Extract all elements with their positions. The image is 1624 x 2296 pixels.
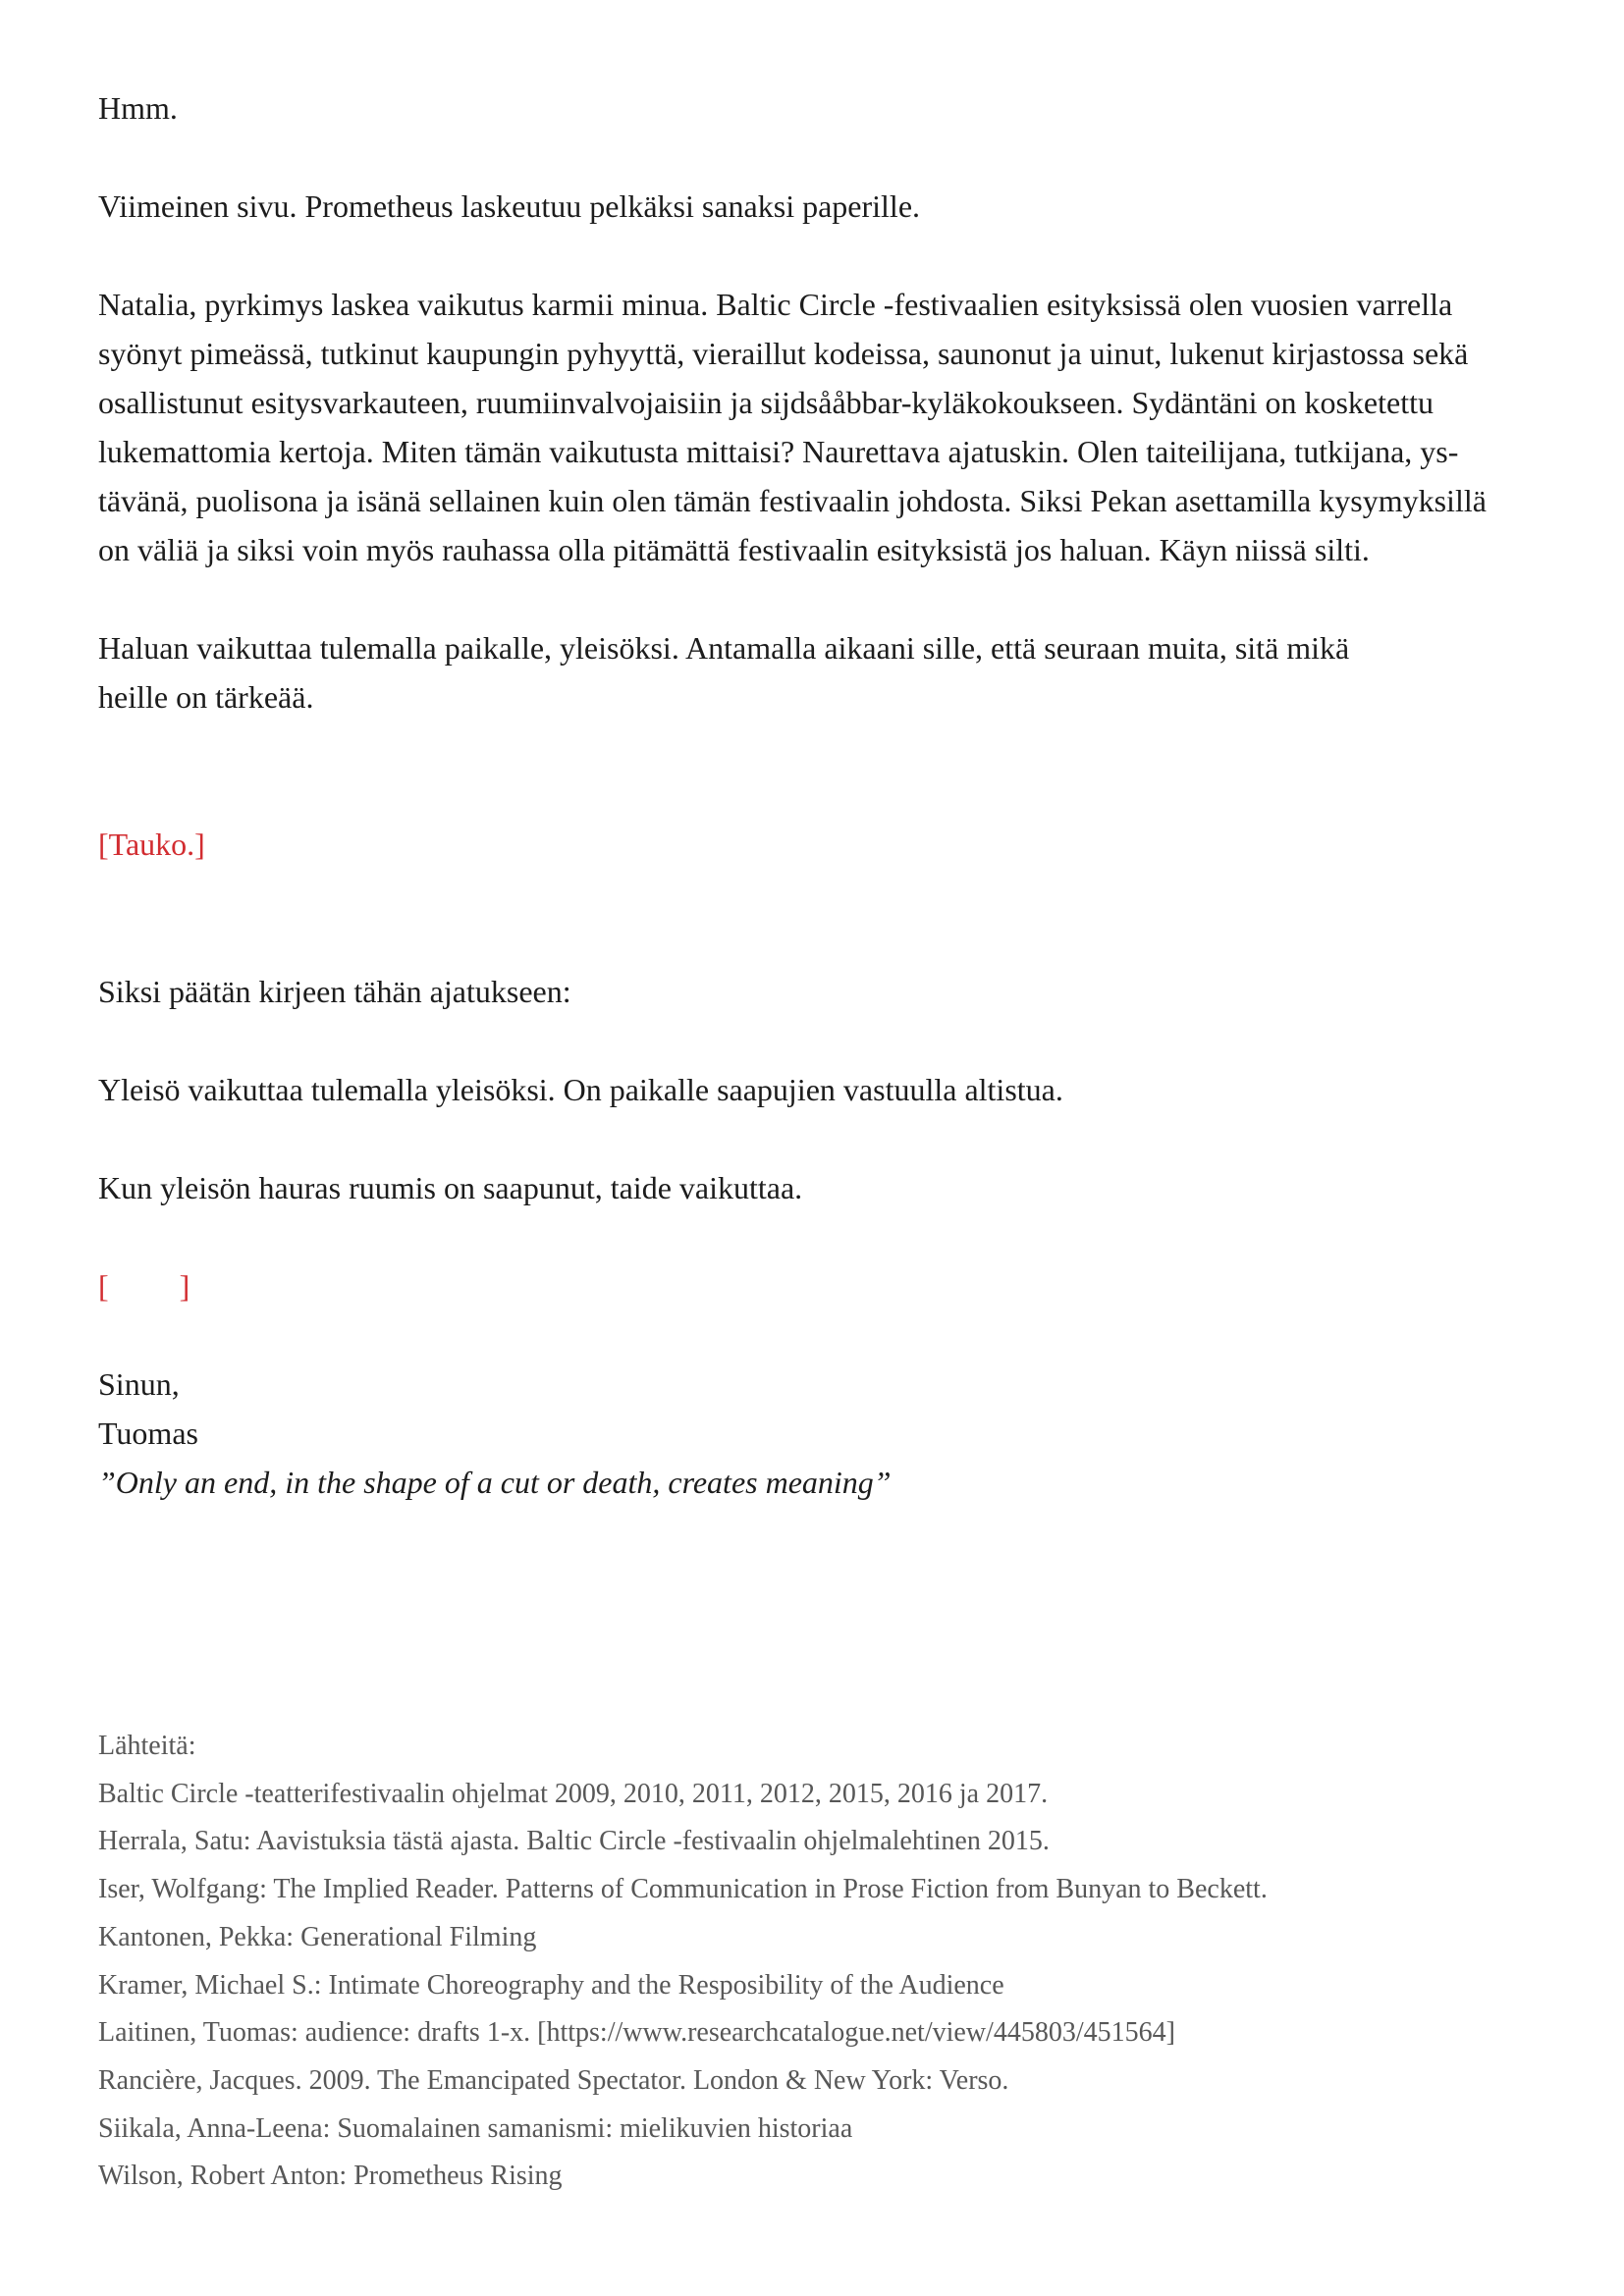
source-item: Iser, Wolfgang: The Implied Reader. Patterns of Communication in Prose Fiction from Bunyan to Beckett. bbox=[98, 1874, 1268, 1905]
source-item: Wilson, Robert Anton: Prometheus Rising bbox=[98, 2161, 563, 2192]
signature-name: Tuomas bbox=[98, 1415, 198, 1451]
closing-quote: ”Only an end, in the shape of a cut or death, creates meaning” bbox=[98, 1465, 892, 1500]
empty-bracket-marker: [ ] bbox=[98, 1268, 190, 1304]
paragraph-viimeinen-sivu: Viimeinen sivu. Prometheus laskeutuu pelkäksi sanaksi paperille. bbox=[98, 188, 921, 224]
paragraph-kun-yleison: Kun yleisön hauras ruumis on saapunut, taide vaikuttaa. bbox=[98, 1170, 803, 1205]
paragraph-yleiso-vaikuttaa: Yleisö vaikuttaa tulemalla yleisöksi. On paikalle saapujien vastuulla altistua. bbox=[98, 1072, 1063, 1107]
paragraph-hmm: Hmm. bbox=[98, 90, 178, 126]
paragraph-natalia-line: tävänä, puolisona ja isänä sellainen kuin olen tämän festivaalin johdosta. Siksi Pekan asettamilla kysymyksillä bbox=[98, 483, 1487, 518]
paragraph-natalia-line: Natalia, pyrkimys laskea vaikutus karmii minua. Baltic Circle -festivaalien esityksissä olen vuosien varrella bbox=[98, 287, 1453, 322]
source-item: Herrala, Satu: Aavistuksia tästä ajasta. Baltic Circle -festivaalin ohjelmalehtinen 2015. bbox=[98, 1826, 1050, 1857]
source-item: Baltic Circle -teatterifestivaalin ohjelmat 2009, 2010, 2011, 2012, 2015, 2016 ja 2017. bbox=[98, 1778, 1049, 1809]
paragraph-haluan bbox=[98, 623, 1528, 721]
source-item: Kantonen, Pekka: Generational Filming bbox=[98, 1921, 537, 1952]
paragraph-natalia-line: lukemattomia kertoja. Miten tämän vaikutusta mittaisi? Naurettava ajatuskin. Olen taiteilijana, tutkijana, ys- bbox=[98, 434, 1459, 469]
source-item: Siikala, Anna-Leena: Suomalainen samanismi: mielikuvien historiaa bbox=[98, 2112, 853, 2144]
source-item: Kramer, Michael S.: Intimate Choreography and the Resposibility of the Audience bbox=[98, 1969, 1004, 2001]
source-item: Rancière, Jacques. 2009. The Emancipated Spectator. London & New York: Verso. bbox=[98, 2064, 1009, 2096]
source-item: Laitinen, Tuomas: audience: drafts 1-x. [https://www.researchcatalogue.net/view/445803/451564] bbox=[98, 2017, 1175, 2049]
sources-heading: Lähteitä: bbox=[98, 1731, 196, 1761]
paragraph-siksi-paatan: Siksi päätän kirjeen tähän ajatukseen: bbox=[98, 974, 571, 1009]
paragraph-natalia-line: osallistunut esitysvarkauteen, ruumiinvalvojaisiin ja sijdsååbbar-kyläkokoukseen. Sydäntäni on kosketettu bbox=[98, 385, 1434, 420]
paragraph-haluan-line: Haluan vaikuttaa tulemalla paikalle, yleisöksi. Antamalla aikaani sille, että seuraan muita, sitä mikä bbox=[98, 630, 1350, 666]
sources-section bbox=[98, 1723, 1528, 2201]
paragraph-natalia bbox=[98, 280, 1528, 574]
paragraph-haluan-line: heille on tärkeää. bbox=[98, 679, 314, 715]
pause-marker: [Tauko.] bbox=[98, 827, 205, 862]
closing-word: Sinun, bbox=[98, 1366, 180, 1402]
paragraph-natalia-line: syönyt pimeässä, tutkinut kaupungin pyhyyttä, vieraillut kodeissa, saunonut ja uinut, lukenut kirjastossa sekä bbox=[98, 336, 1469, 371]
signature-block bbox=[98, 1360, 1528, 1507]
paragraph-natalia-line: on väliä ja siksi voin myös rauhassa olla pitämättä festivaalin esityksistä jos haluan. Käyn niissä silti. bbox=[98, 532, 1370, 567]
